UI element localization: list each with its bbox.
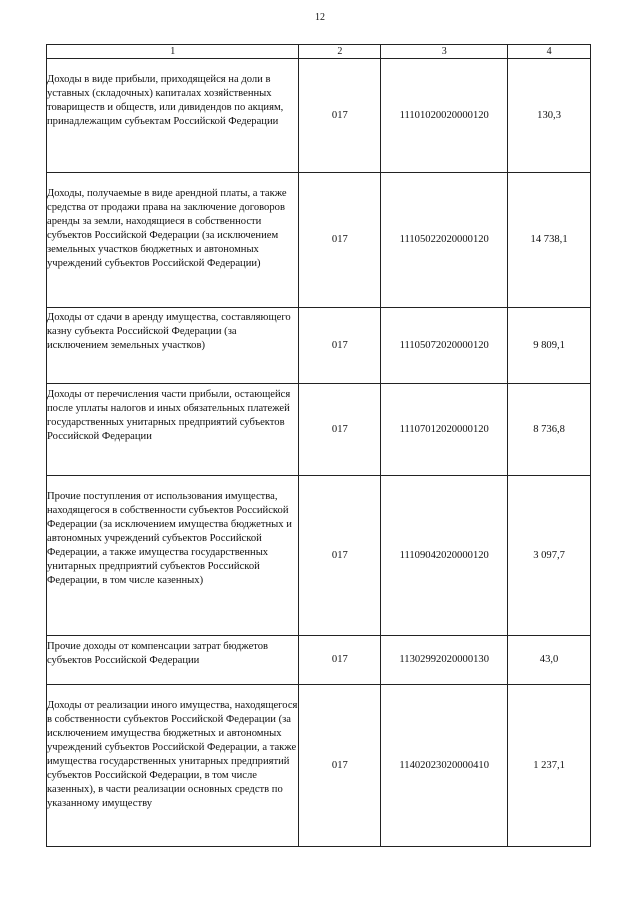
budget-classification-code: 11109042020000120 — [381, 476, 508, 636]
admin-code: 017 — [299, 476, 381, 636]
income-description-text: Доходы в виде прибыли, приходящейся на доли в уставных (складочных) капиталах хозяйственных товариществ и обществ, или дивидендов по акциям, принадлежащим субъектам Российской Федерации — [47, 74, 284, 127]
income-description — [47, 59, 299, 173]
budget-classification-code: 11105022020000120 — [381, 173, 508, 308]
income-description — [47, 173, 299, 308]
column-header-3: 3 — [381, 45, 508, 59]
table-row — [47, 384, 591, 476]
income-description-text: Прочие поступления от использования имущества, находящегося в собственности субъектов Российской Федерации (за исключением имущества бюджетных и автономных учреждений субъектов Российской Федерации, а также имущества государственных унитарных предприятий субъектов Российской Федерации, в том числе казенных) — [47, 491, 292, 586]
admin-code: 017 — [299, 173, 381, 308]
admin-code: 017 — [299, 384, 381, 476]
income-description — [47, 476, 299, 636]
table-row — [47, 685, 591, 847]
income-description-text: Доходы от сдачи в аренду имущества, составляющего казну субъекта Российской Федерации (за исключением земельных участков) — [47, 312, 291, 351]
budget-classification-code: 11302992020000130 — [381, 636, 508, 685]
header-row — [47, 45, 591, 59]
table-row — [47, 636, 591, 685]
income-description-text: Доходы, получаемые в виде арендной платы, а также средства от продажи права на заключение договоров аренды за земли, находящиеся в собственности субъектов Российской Федерации (за исключением земельных участков бюджетных и автономных учреждений субъектов Российской Федерации) — [47, 188, 287, 269]
income-description — [47, 636, 299, 685]
budget-classification-code: 11107012020000120 — [381, 384, 508, 476]
table-row — [47, 59, 591, 173]
admin-code: 017 — [299, 59, 381, 173]
income-description-text: Доходы от реализации иного имущества, находящегося в собственности субъектов Российской Федерации (за исключением имущества бюджетных и автономных учреждений субъектов Российской Федерации, а также имущества государственных унитарных предприятий субъектов Российской Федерации, в том числе казенных), в части реализации основных средств по указанному имуществу — [47, 700, 298, 809]
page-number: 12 — [315, 12, 325, 23]
budget-classification-code: 11105072020000120 — [381, 308, 508, 384]
income-description-text: Прочие доходы от компенсации затрат бюджетов субъектов Российской Федерации — [47, 641, 269, 666]
amount: 3 097,7 — [508, 476, 591, 636]
amount: 130,3 — [508, 59, 591, 173]
table-row — [47, 173, 591, 308]
income-description — [47, 384, 299, 476]
income-description — [47, 685, 299, 847]
admin-code: 017 — [299, 308, 381, 384]
admin-code: 017 — [299, 685, 381, 847]
income-description-text: Доходы от перечисления части прибыли, остающейся после уплаты налогов и иных обязательных платежей государственных унитарных предприятий субъектов Российской Федерации — [47, 389, 291, 442]
admin-code: 017 — [299, 636, 381, 685]
column-header-2: 2 — [299, 45, 381, 59]
amount: 9 809,1 — [508, 308, 591, 384]
revenue-table — [46, 44, 591, 847]
budget-classification-code: 11402023020000410 — [381, 685, 508, 847]
amount: 14 738,1 — [508, 173, 591, 308]
budget-classification-code: 11101020020000120 — [381, 59, 508, 173]
column-header-4: 4 — [508, 45, 591, 59]
amount: 43,0 — [508, 636, 591, 685]
income-description — [47, 308, 299, 384]
amount: 1 237,1 — [508, 685, 591, 847]
amount: 8 736,8 — [508, 384, 591, 476]
column-header-1: 1 — [47, 45, 299, 59]
table-row — [47, 476, 591, 636]
table-row — [47, 308, 591, 384]
